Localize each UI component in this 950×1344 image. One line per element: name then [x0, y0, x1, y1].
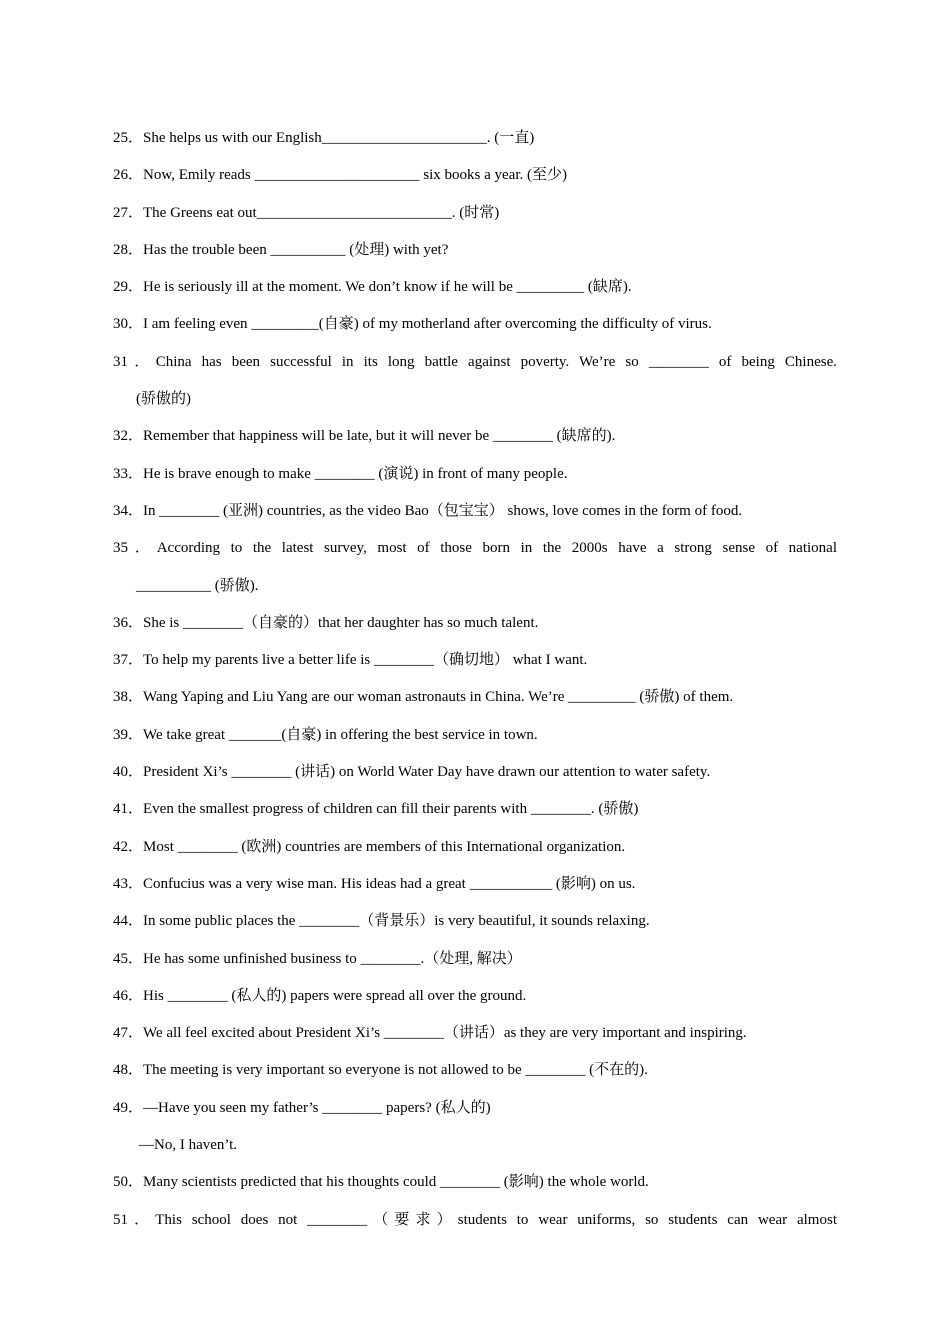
question-text: According to the latest survey, most of those born in the 2000s have a strong sense of national	[156, 540, 837, 557]
question-number: 48．	[113, 1062, 144, 1079]
question-number: 39．	[113, 726, 144, 743]
question-number: 46．	[113, 987, 144, 1004]
question-number: 28．	[113, 241, 144, 258]
question-text: I am feeling even _________(自豪) of my motherland after overcoming the difficulty of virus.	[143, 316, 712, 333]
question-number: 33．	[113, 465, 144, 482]
question-31-continuation	[113, 381, 837, 418]
question-number: 27．	[113, 204, 144, 221]
question-text: She is ________（自豪的）that her daughter has so much talent.	[143, 614, 539, 631]
question-text: This school does not ________（要求）students to wear uniforms, so students can wear almost	[155, 1211, 837, 1228]
question-number: 34．	[113, 502, 144, 519]
question-41	[113, 791, 837, 828]
question-29	[113, 269, 837, 306]
question-number: 45．	[113, 950, 144, 967]
question-text: We all feel excited about President Xi’s ________（讲话）as they are very important and inspiring.	[143, 1025, 747, 1042]
question-45	[113, 941, 837, 978]
question-text: The meeting is very important so everyone is not allowed to be ________ (不在的).	[143, 1062, 648, 1079]
question-list	[113, 120, 837, 1239]
question-text: He is brave enough to make ________ (演说) in front of many people.	[143, 465, 568, 482]
question-26	[113, 157, 837, 194]
question-35	[113, 530, 837, 567]
question-text: Even the smallest progress of children can fill their parents with ________. (骄傲)	[143, 801, 639, 818]
question-number: 29．	[113, 279, 144, 296]
question-28	[113, 232, 837, 269]
question-number: 51．	[113, 1211, 156, 1228]
question-text: To help my parents live a better life is ________（确切地） what I want.	[143, 652, 588, 669]
question-number: 41．	[113, 801, 144, 818]
question-34	[113, 493, 837, 530]
question-number: 35．	[113, 540, 157, 557]
question-number: 44．	[113, 913, 144, 930]
question-number: 38．	[113, 689, 144, 706]
question-number: 31．	[113, 353, 156, 370]
question-text: President Xi’s ________ (讲话) on World Water Day have drawn our attention to water safety.	[143, 764, 711, 781]
question-text: He has some unfinished business to ________.（处理, 解决）	[143, 950, 522, 967]
question-text: —Have you seen my father’s ________ papers? (私人的)	[143, 1099, 491, 1116]
question-47	[113, 1015, 837, 1052]
question-text: China has been successful in its long battle against poverty. We’re so ________ of being Chinese.	[155, 353, 837, 370]
question-49-continuation	[113, 1127, 837, 1164]
question-text-continuation: (骄傲的)	[136, 391, 191, 408]
question-42	[113, 829, 837, 866]
question-27	[113, 195, 837, 232]
question-number: 36．	[113, 614, 144, 631]
question-35-continuation	[113, 568, 837, 605]
question-43	[113, 866, 837, 903]
question-46	[113, 978, 837, 1015]
question-text: The Greens eat out__________________________. (时常)	[143, 204, 500, 221]
question-number: 43．	[113, 875, 144, 892]
question-text-continuation: —No, I haven’t.	[139, 1137, 238, 1154]
question-text: In ________ (亚洲) countries, as the video Bao（包宝宝） shows, love comes in the form of food.	[143, 502, 743, 519]
question-text: Many scientists predicted that his thoughts could ________ (影响) the whole world.	[143, 1174, 649, 1191]
question-text: She helps us with our English______________________. (一直)	[143, 130, 535, 146]
question-number: 42．	[113, 838, 144, 855]
question-text: Most ________ (欧洲) countries are members of this International organization.	[143, 838, 626, 855]
question-text: His ________ (私人的) papers were spread all over the ground.	[143, 987, 527, 1004]
question-number: 25．	[113, 130, 144, 146]
question-number: 30．	[113, 316, 144, 333]
question-number: 32．	[113, 428, 144, 445]
question-text: Confucius was a very wise man. His ideas had a great ___________ (影响) on us.	[143, 875, 636, 892]
question-31	[113, 344, 837, 381]
question-39	[113, 717, 837, 754]
question-text: Has the trouble been __________ (处理) with yet?	[143, 241, 449, 258]
question-text: Remember that happiness will be late, but it will never be ________ (缺席的).	[143, 428, 616, 445]
question-51	[113, 1202, 837, 1239]
question-text-continuation: __________ (骄傲).	[136, 577, 259, 594]
question-32	[113, 418, 837, 455]
question-number: 26．	[113, 167, 144, 184]
question-33	[113, 456, 837, 493]
question-37	[113, 642, 837, 679]
question-40	[113, 754, 837, 791]
question-25	[113, 120, 837, 157]
question-number: 47．	[113, 1025, 144, 1042]
question-text: In some public places the ________（背景乐）is very beautiful, it sounds relaxing.	[143, 913, 650, 930]
question-48	[113, 1052, 837, 1089]
question-text: Now, Emily reads ______________________ six books a year. (至少)	[143, 167, 567, 184]
question-number: 49．	[113, 1099, 144, 1116]
question-38	[113, 679, 837, 716]
question-number: 40．	[113, 764, 144, 781]
question-49	[113, 1090, 837, 1127]
question-number: 37．	[113, 652, 144, 669]
question-50	[113, 1164, 837, 1201]
question-number: 50．	[113, 1174, 144, 1191]
question-text: We take great _______(自豪) in offering the best service in town.	[143, 726, 538, 743]
question-text: Wang Yaping and Liu Yang are our woman astronauts in China. We’re _________ (骄傲) of them.	[143, 689, 734, 706]
question-text: He is seriously ill at the moment. We don’t know if he will be _________ (缺席).	[143, 279, 632, 296]
question-44	[113, 903, 837, 940]
question-36	[113, 605, 837, 642]
question-30	[113, 306, 837, 343]
